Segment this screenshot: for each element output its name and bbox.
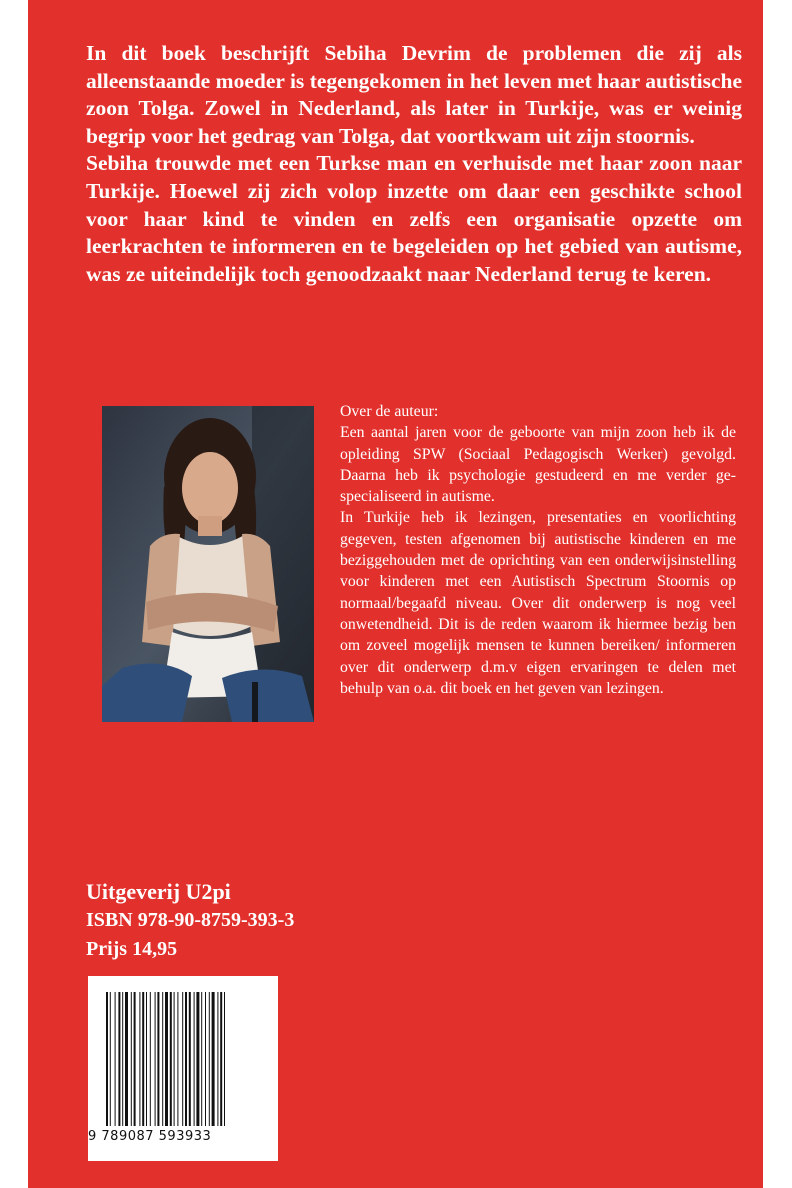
barcode-bar xyxy=(142,992,144,1126)
barcode-bar xyxy=(155,992,156,1126)
barcode-bar xyxy=(194,992,195,1126)
about-author-paragraph-2: In Turkije heb ik lezingen, presentaties en voorlichting gegeven, testen afgenomen bij autistische kinderen en me beziggehouden met de oprichting van een onderwijsinstelling voor kinderen met een Autistisch Spectrum Stoornis op normaal/begaafd niveau. Over dit onderwerp is nog veel onwetendheid. Dit is de reden waarom ik hiermee bezig ben om zoveel mogelijk mensen te kunnen bereiken/ informeren over dit onderwerp d.m.v eigen ervaringen te delen met behulp van o.a. dit boek en het geven van lezingen. xyxy=(340,509,736,697)
barcode-bar xyxy=(125,992,128,1126)
barcode-bar xyxy=(134,992,136,1126)
barcode-bar xyxy=(177,992,178,1126)
barcode-bar xyxy=(170,992,172,1126)
barcode-bar xyxy=(209,992,210,1126)
barcode-bar xyxy=(182,992,183,1126)
barcode-bar xyxy=(165,992,168,1126)
barcode-bar xyxy=(205,992,206,1126)
blurb-paragraph-1: In dit boek beschrijft Sebiha Devrim de problemen die zij als alleenstaande moeder is tegengekomen in het leven met haar autistische zoon Tolga. Zowel in Nederland, als later in Turkije, was er weinig begrip voor het gedrag van Tolga, dat voortkwam uit zijn stoornis. xyxy=(86,41,742,148)
barcode-bar xyxy=(118,992,120,1126)
barcode-bar xyxy=(106,992,108,1126)
about-author xyxy=(340,401,736,699)
barcode-bar xyxy=(139,992,140,1126)
barcode xyxy=(88,976,278,1161)
barcode-bar xyxy=(212,992,215,1126)
barcode-bar xyxy=(185,992,187,1126)
barcode-bar xyxy=(217,992,218,1126)
barcode-bar xyxy=(122,992,123,1126)
barcode-bar xyxy=(110,992,111,1126)
book-back-cover xyxy=(28,0,763,1188)
blurb-paragraph-2: Sebiha trouwde met een Turkse man en verhuisde met haar zoon naar Turkije. Hoewel zij zich volop inzette om daar een geschikte school voor haar kind te vinden en zelfs een organisatie opzette om leerkrachten te informeren en te begeleiden op het gebied van autisme, was ze uiteindelijk toch genoodzaakt naar Nederland terug te keren. xyxy=(86,151,742,286)
publisher-info xyxy=(86,877,294,964)
price: Prijs 14,95 xyxy=(86,938,178,960)
about-author-heading: Over de auteur: xyxy=(340,403,439,420)
barcode-bar xyxy=(189,992,191,1126)
barcode-bar xyxy=(196,992,199,1126)
barcode-bar xyxy=(157,992,159,1126)
isbn: ISBN 978-90-8759-393-3 xyxy=(86,909,295,931)
author-photo xyxy=(102,406,314,722)
barcode-digits: 9 789087 593933 xyxy=(88,1129,212,1144)
about-author-paragraph-1: Een aantal jaren voor de geboorte van mijn zoon heb ik de opleiding SPW (Sociaal Pedagogisch Werker) gevolgd. Daarna heb ik psychologie gestudeerd en me verder gespecialiseerd in autisme. xyxy=(340,424,736,506)
barcode-bar xyxy=(115,992,116,1126)
author-portrait-illustration xyxy=(102,406,314,722)
barcode-bar xyxy=(201,992,202,1126)
publisher-name: Uitgeverij U2pi xyxy=(86,879,231,904)
book-blurb xyxy=(86,40,742,288)
barcode-bar xyxy=(224,992,225,1126)
barcode-bar xyxy=(220,992,222,1126)
barcode-bar xyxy=(131,992,132,1126)
barcode-bar xyxy=(162,992,163,1126)
barcode-bar xyxy=(146,992,147,1126)
barcode-bar xyxy=(150,992,151,1126)
barcode-bar xyxy=(174,992,175,1126)
